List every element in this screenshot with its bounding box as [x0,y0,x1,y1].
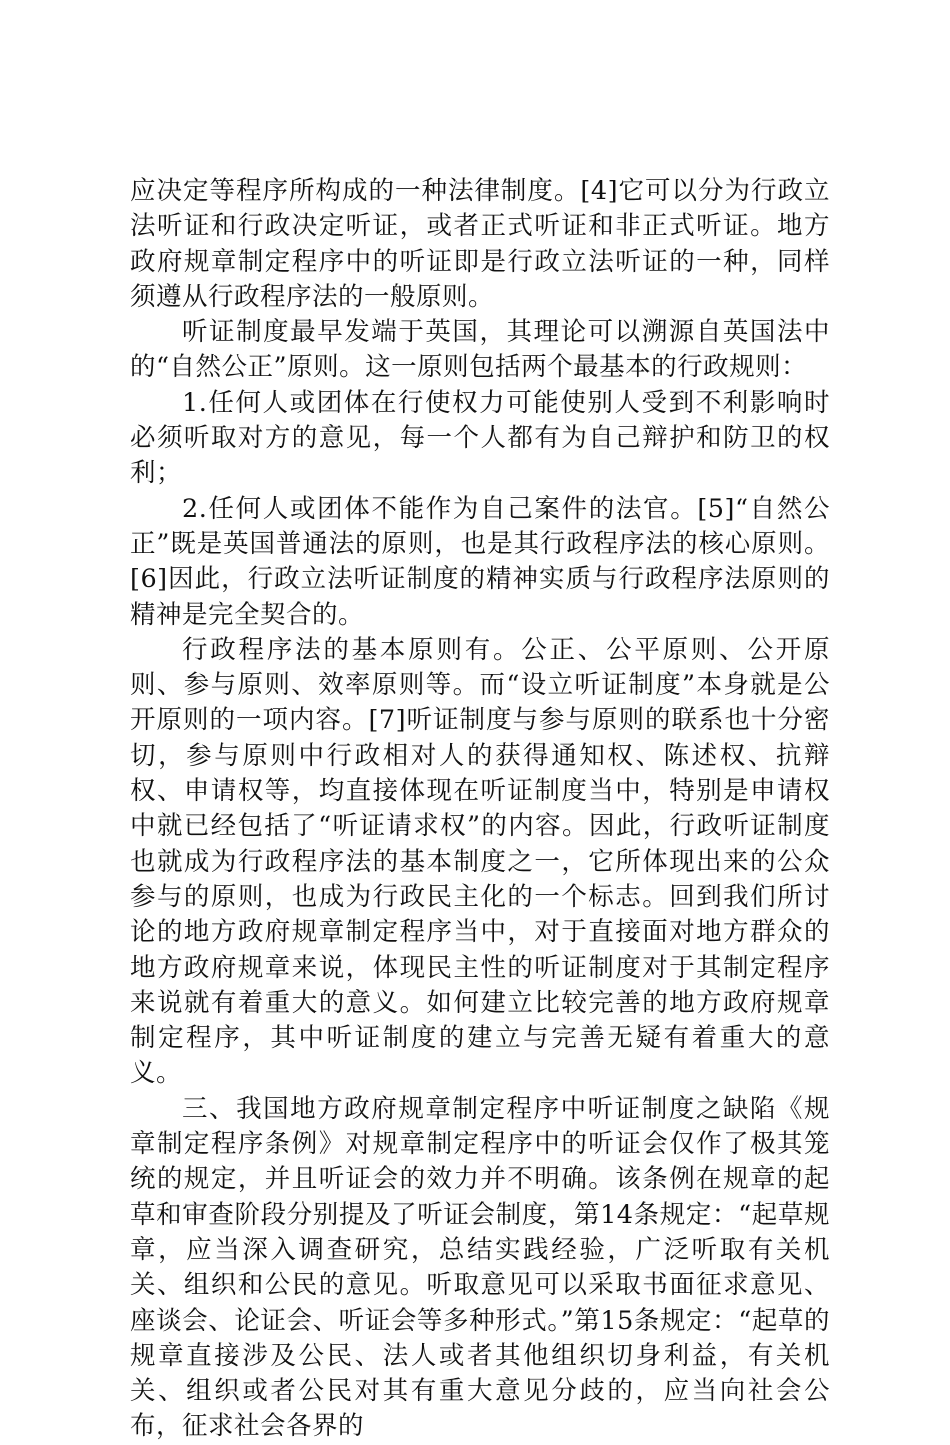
paragraph-2: 听证制度最早发端于英国，其理论可以溯源自英国法中的“自然公正”原则。这一原则包括两个最基本的行政规则： [130,317,830,383]
paragraph-3: 1.任何人或团体在行使权力可能使别人受到不利影响时必须听取对方的意见，每一个人都有为自己辩护和防卫的权利； [130,387,830,489]
document-body [130,174,830,1445]
paragraph-5: 行政程序法的基本原则有。公正、公平原则、公开原则、参与原则、效率原则等。而“设立听证制度”本身就是公开原则的一项内容。[7]听证制度与参与原则的联系也十分密切，参与原则中行政相对人的获得通知权、陈述权、抗辩权、申请权等，均直接体现在听证制度当中，特别是申请权中就已经包括了“听证请求权”的内容。因此，行政听证制度也就成为行政程序法的基本制度之一，它所体现出来的公众参与的原则，也成为行政民主化的一个标志。回到我们所讨论的地方政府规章制定程序当中，对于直接面对地方群众的地方政府规章来说，体现民主性的听证制度对于其制定程序来说就有着重大的意义。如何建立比较完善的地方政府规章制定程序，其中听证制度的建立与完善无疑有着重大的意义。 [130,634,830,1089]
paragraph-4: 2.任何人或团体不能作为自己案件的法官。[5]“自然公正”既是英国普通法的原则，也是其行政程序法的核心原则。[6]因此，行政立法听证制度的精神实质与行政程序法原则的精神是完全契合的。 [130,493,830,630]
paragraph-6: 三、我国地方政府规章制定程序中听证制度之缺陷《规章制定程序条例》对规章制定程序中的听证会仅作了极其笼统的规定，并且听证会的效力并不明确。该条例在规章的起草和审查阶段分别提及了听证会制度，第14条规定：“起草规章，应当深入调查研究，总结实践经验，广泛听取有关机关、组织和公民的意见。听取意见可以采取书面征求意见、座谈会、论证会、听证会等多种形式。”第15条规定：“起草的规章直接涉及公民、法人或者其他组织切身利益，有关机关、组织或者公民对其有重大意见分歧的，应当向社会公布，征求社会各界的 [130,1093,830,1442]
paragraph-1: 应决定等程序所构成的一种法律制度。[4]它可以分为行政立法听证和行政决定听证，或者正式听证和非正式听证。地方政府规章制定程序中的听证即是行政立法听证的一种，同样须遵从行政程序法的一般原则。 [130,176,830,312]
